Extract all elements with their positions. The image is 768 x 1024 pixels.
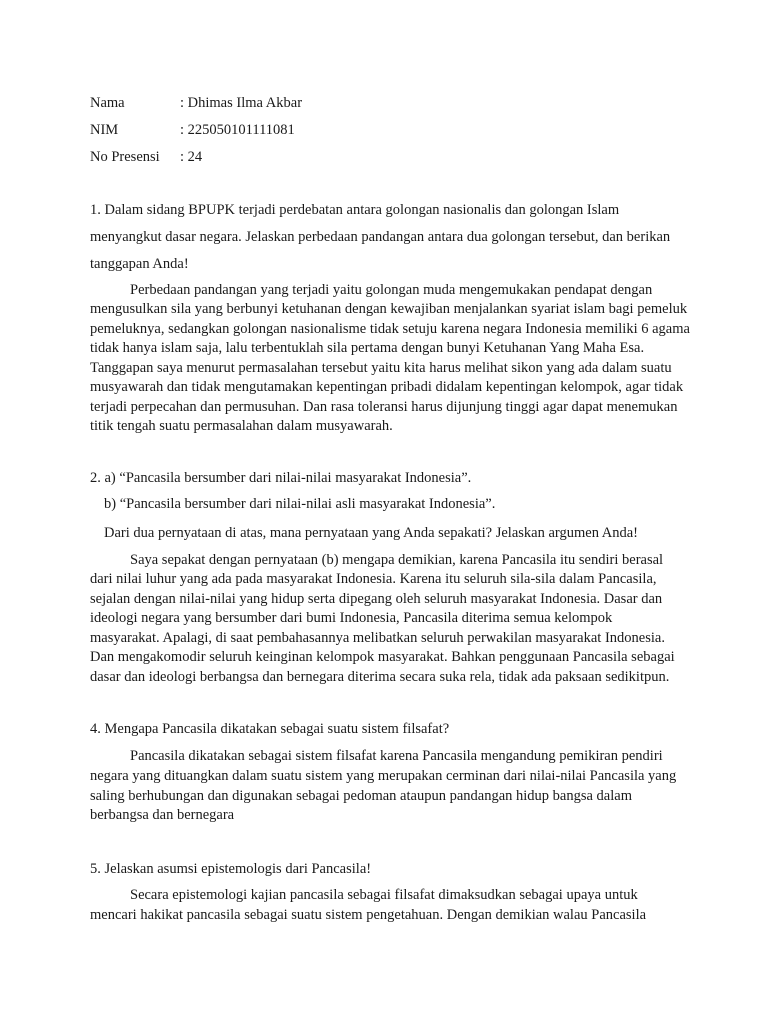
q2-statement-a: 2. a) “Pancasila bersumber dari nilai-nilai masyarakat Indonesia”.	[90, 470, 472, 486]
q2-answer-line: Dan mengakomodir seluruh keinginan kelompok masyarakat. Bahkan penggunaan Pancasila sebagai	[90, 649, 675, 665]
presensi-value: : 24	[180, 149, 203, 165]
q4-answer-line: saling berhubungan dan digunakan sebagai pedoman ataupun pandangan hidup bangsa dalam	[90, 788, 632, 804]
q2-answer-line: masyarakat. Apalagi, di saat pembahasannya melibatkan seluruh perwakilan masyarakat Indonesia.	[90, 630, 665, 646]
q5-answer-line: Secara epistemologi kajian pancasila sebagai filsafat dimaksudkan sebagai upaya untuk	[130, 887, 638, 903]
nim-label: NIM	[90, 122, 119, 138]
q2-answer-line: sejalan dengan nilai-nilai yang hidup serta dipegang oleh seluruh masyarakat Indonesia. Dasar dan	[90, 591, 663, 607]
q2-answer-line: Saya sepakat dengan pernyataan (b) mengapa demikian, karena Pancasila itu sendiri berasal	[130, 552, 664, 568]
q2-answer-line: dasar dan ideologi berbangsa dan bernegara diterima secara suka rela, tidak ada paksaan sedikitpun.	[90, 669, 670, 685]
q1-answer-line: titik tengah suatu permasalahan dalam musyawarah.	[90, 418, 393, 434]
q2-answer-line: ideologi negara yang bersumber dari bumi Indonesia, Pancasila diterima semua kelompok	[90, 610, 613, 626]
q1-answer-line: Perbedaan pandangan yang terjadi yaitu golongan muda mengemukakan pendapat dengan	[130, 282, 653, 298]
q1-answer-line: tidak hanya islam saja, lalu terbentuklah sila pertama dengan bunyi Ketuhanan Yang Maha Esa.	[90, 340, 645, 356]
q4-answer-line: negara yang dituangkan dalam suatu sistem yang merupakan cerminan dari nilai-nilai Pancasila yang	[90, 768, 677, 784]
q2-question: Dari dua pernyataan di atas, mana pernyataan yang Anda sepakati? Jelaskan argumen Anda!	[104, 525, 639, 541]
q5-question: 5. Jelaskan asumsi epistemologis dari Pancasila!	[90, 861, 372, 877]
q5-answer-line: mencari hakikat pancasila sebagai suatu sistem pengetahuan. Dengan demikian walau Pancasila	[90, 907, 647, 923]
presensi-label: No Presensi	[90, 149, 160, 165]
q1-answer-line: pemeluknya, sedangkan golongan nasionalisme tidak setuju karena negara Indonesia memiliki 6 agama	[90, 321, 690, 337]
q4-answer-line: berbangsa dan bernegara	[90, 807, 235, 823]
q4-answer-line: Pancasila dikatakan sebagai sistem filsafat karena Pancasila mengandung pemikiran pendiri	[130, 748, 663, 764]
nim-value: : 225050101111081	[180, 122, 295, 138]
q1-answer-line: terjadi perpecahan dan permusuhan. Dan rasa toleransi harus dijunjung tinggi agar dapat menemukan	[90, 399, 678, 415]
q1-answer-line: Tanggapan saya menurut permasalahan tersebut yaitu kita harus melihat sikon yang ada dalam suatu	[90, 360, 672, 376]
q1-question-line: 1. Dalam sidang BPUPK terjadi perdebatan antara golongan nasionalis dan golongan Islam	[90, 202, 620, 218]
q2-statement-b: b) “Pancasila bersumber dari nilai-nilai asli masyarakat Indonesia”.	[104, 496, 496, 512]
name-label: Nama	[90, 95, 125, 111]
q1-answer-line: mengusulkan sila yang berbunyi ketuhanan dengan kewajiban menjalankan syariat islam bagi pemeluk	[90, 301, 688, 317]
q1-question-line: menyangkut dasar negara. Jelaskan perbedaan pandangan antara dua golongan tersebut, dan berikan	[90, 229, 671, 245]
q4-question: 4. Mengapa Pancasila dikatakan sebagai suatu sistem filsafat?	[90, 721, 450, 737]
name-value: : Dhimas Ilma Akbar	[180, 95, 303, 111]
q1-answer-line: musyawarah dan tidak mengutamakan kepentingan pribadi didalam kepentingan kelompok, agar tidak	[90, 379, 684, 395]
q2-answer-line: dari nilai luhur yang ada pada masyarakat Indonesia. Karena itu seluruh sila-sila dalam Pancasila,	[90, 571, 657, 587]
q1-question-line: tanggapan Anda!	[90, 256, 189, 272]
